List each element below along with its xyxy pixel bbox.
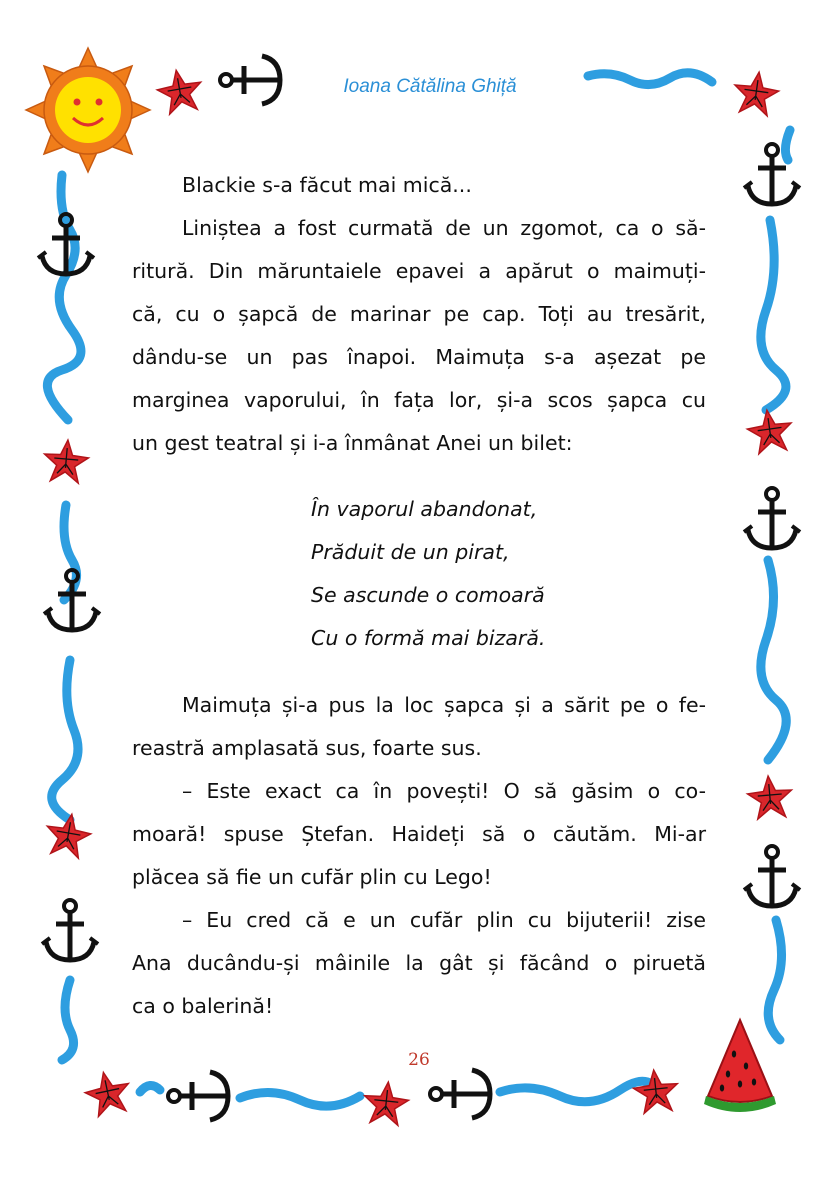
starfish-icon <box>82 1068 134 1118</box>
poem-line: Cu o formă mai bizară. <box>311 626 546 650</box>
anchor-icon <box>744 846 800 906</box>
text-line: – Eu cred că e un cufăr plin cu bijuterii! zise <box>182 908 706 932</box>
text-line: că, cu o șapcă de marinar pe cap. Toți au tresărit, <box>132 302 706 326</box>
anchor-icon <box>430 1070 490 1118</box>
starfish-icon <box>155 67 206 116</box>
starfish-icon <box>731 69 780 117</box>
anchor-icon <box>220 56 280 104</box>
text-line: reastră amplasată sus, foarte sus. <box>132 736 482 760</box>
paragraph <box>132 207 706 465</box>
text-line: ritură. Din măruntaiele epavei a apărut o maimuți- <box>132 259 706 283</box>
wave-right-3 <box>761 560 786 760</box>
paragraph <box>132 164 706 207</box>
text-line: Liniștea a fost curmată de un zgomot, ca o să- <box>182 216 706 240</box>
anchor-icon <box>168 1072 228 1120</box>
wave-bottom-3 <box>500 1081 660 1101</box>
author-header: Ioana Cătălina Ghiță <box>343 76 517 97</box>
wave-top-right <box>588 73 712 85</box>
text-line: Blackie s-a făcut mai mică... <box>182 173 472 197</box>
anchor-icon <box>42 900 98 960</box>
wave-right-2 <box>761 220 786 410</box>
starfish-icon <box>632 1068 680 1114</box>
starfish-icon <box>362 1080 410 1126</box>
story-text-top <box>132 164 706 465</box>
wave-left-4 <box>62 980 74 1060</box>
wave-left-3 <box>52 660 78 820</box>
starfish-icon <box>42 438 89 484</box>
text-line: moară! spuse Ștefan. Haideți să o căutăm. Mi-ar <box>132 822 706 846</box>
poem-line: Prăduit de un pirat, <box>311 540 510 564</box>
paragraph <box>132 684 706 770</box>
wave-left-1 <box>47 175 81 420</box>
text-line: un gest teatral și i-a înmânat Anei un bilet: <box>132 431 573 455</box>
anchor-icon <box>744 144 800 204</box>
page-number: 26 <box>408 1050 430 1070</box>
text-line: plăcea să fie un cufăr plin cu Lego! <box>132 865 492 889</box>
text-line: marginea vaporului, în fața lor, și-a scos șapca cu <box>132 388 706 412</box>
wave-bottom-1 <box>140 1085 160 1092</box>
anchor-icon <box>744 488 800 548</box>
sun-icon <box>26 48 150 172</box>
text-line: – Este exact ca în povești! O să găsim o co- <box>182 779 706 803</box>
watermelon-icon <box>704 1020 776 1112</box>
paragraph <box>132 770 706 899</box>
text-line: ca o balerină! <box>132 994 274 1018</box>
poem-line: Se ascunde o comoară <box>311 583 545 607</box>
starfish-icon <box>745 407 794 455</box>
text-line: Maimuța și-a pus la loc șapca și a sărit pe o fe- <box>182 693 706 717</box>
wave-right-1 <box>785 130 790 160</box>
poem-line: În vaporul abandonat, <box>311 497 538 521</box>
wave-right-4 <box>768 920 781 1040</box>
paragraph <box>132 899 706 1028</box>
story-text-bottom <box>132 684 706 1028</box>
starfish-icon <box>746 774 793 820</box>
text-line: dându-se un pas înapoi. Maimuța s-a așezat pe <box>132 345 706 369</box>
wave-bottom-2 <box>240 1092 360 1106</box>
text-line: Ana ducându-și mâinile la gât și făcând o piruetă <box>132 951 706 975</box>
poem <box>311 488 631 660</box>
